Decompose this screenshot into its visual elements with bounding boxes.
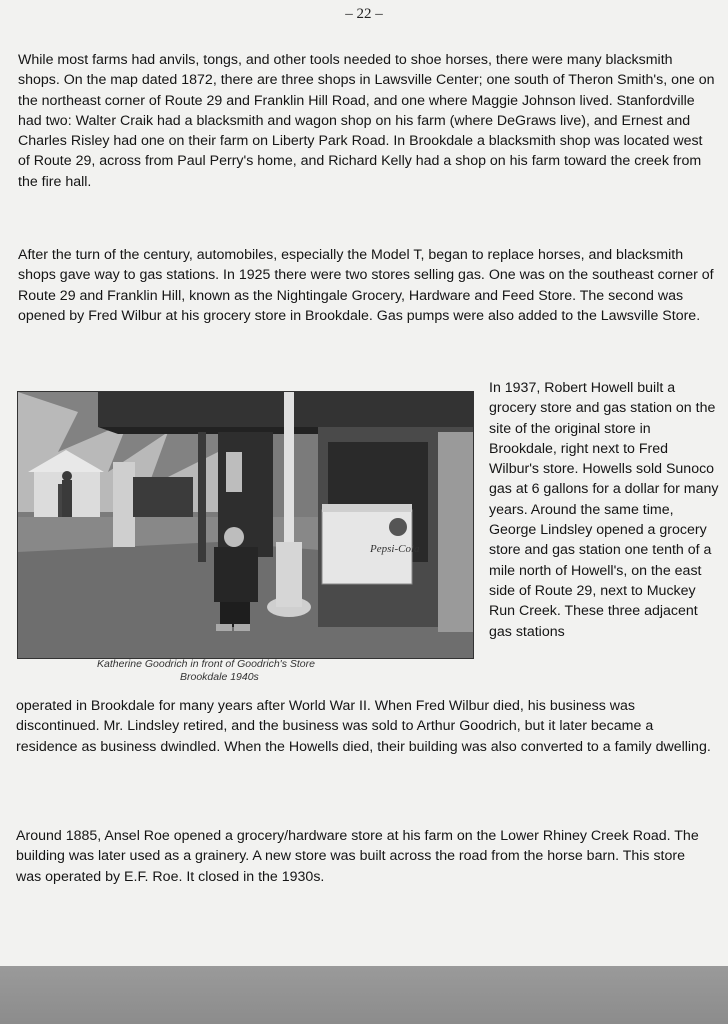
store-photo-illustration [18,392,473,658]
paragraph-roe-store: Around 1885, Ansel Roe opened a grocery/hardware store at his farm on the Lower Rhiney Creek Road. The building was later used as a grainery. A new store was built across the road from the horse barn. This store was operated by E.F. Roe. It closed in the 1930s. [16,828,699,885]
cooler-label: Pepsi-Cola [370,543,420,555]
paragraph-blacksmith-shops: While most farms had anvils, tongs, and other tools needed to shoe horses, there were many blacksmith shops. On the map dated 1872, there are three shops in Lawsville Center; one south of Theron Smith's, one on the northeast corner of Route 29 and Franklin Hill Road, and one where Maggie Johnson lived. Stanfordville had two: Walter Craik had a blacksmith and wagon shop on his farm (where DeGraws live), and Ernest and Charles Risley had one on their farm on Liberty Park Road. In Brookdale a blacksmith shop was located west of Route 29, across from Paul Perry's home, and Richard Kelly had a shop on his farm toward the creek from the fire hall. [18,52,715,190]
photo-caption [17,658,487,684]
caption-line-2: Brookdale 1940s [180,671,259,683]
scan-bottom-margin [0,966,728,1024]
paragraph-gas-stations: After the turn of the century, automobiles, especially the Model T, began to replace horses, and blacksmith shops gave way to gas stations. In 1925 there were two stores selling gas. One was on the southeast corner of Route 29 and Franklin Hill, known as the Nightingale Grocery, Hardware and Feed Store. The second was opened by Fred Wilbur at his grocery store in Brookdale. Gas pumps were also added to the Lawsville Store. [18,247,714,324]
page-number: – 22 – [345,6,383,22]
photo-goodrich-store [17,391,474,659]
caption-line-1: Katherine Goodrich in front of Goodrich's Store [97,658,315,670]
paragraph-howell-store-continued: operated in Brookdale for many years after World War II. When Fred Wilbur died, his business was discontinued. Mr. Lindsley retired, and the business was sold to Arthur Goodrich, but it later became a residence as business dwindled. When the Howells died, their building was also converted to a family dwelling. [16,698,711,755]
paragraph-howell-store: In 1937, Robert Howell built a grocery store and gas station on the site of the original store in Brookdale, right next to Fred Wilbur's store. Howells sold Sunoco gas at 6 gallons for a dollar for many years. Around the same time, George Lindsley opened a grocery store and gas station one tenth of a mile north of Howell's, on the east side of Route 29, next to Muckey Run Creek. These three adjacent gas stations [489,380,719,640]
